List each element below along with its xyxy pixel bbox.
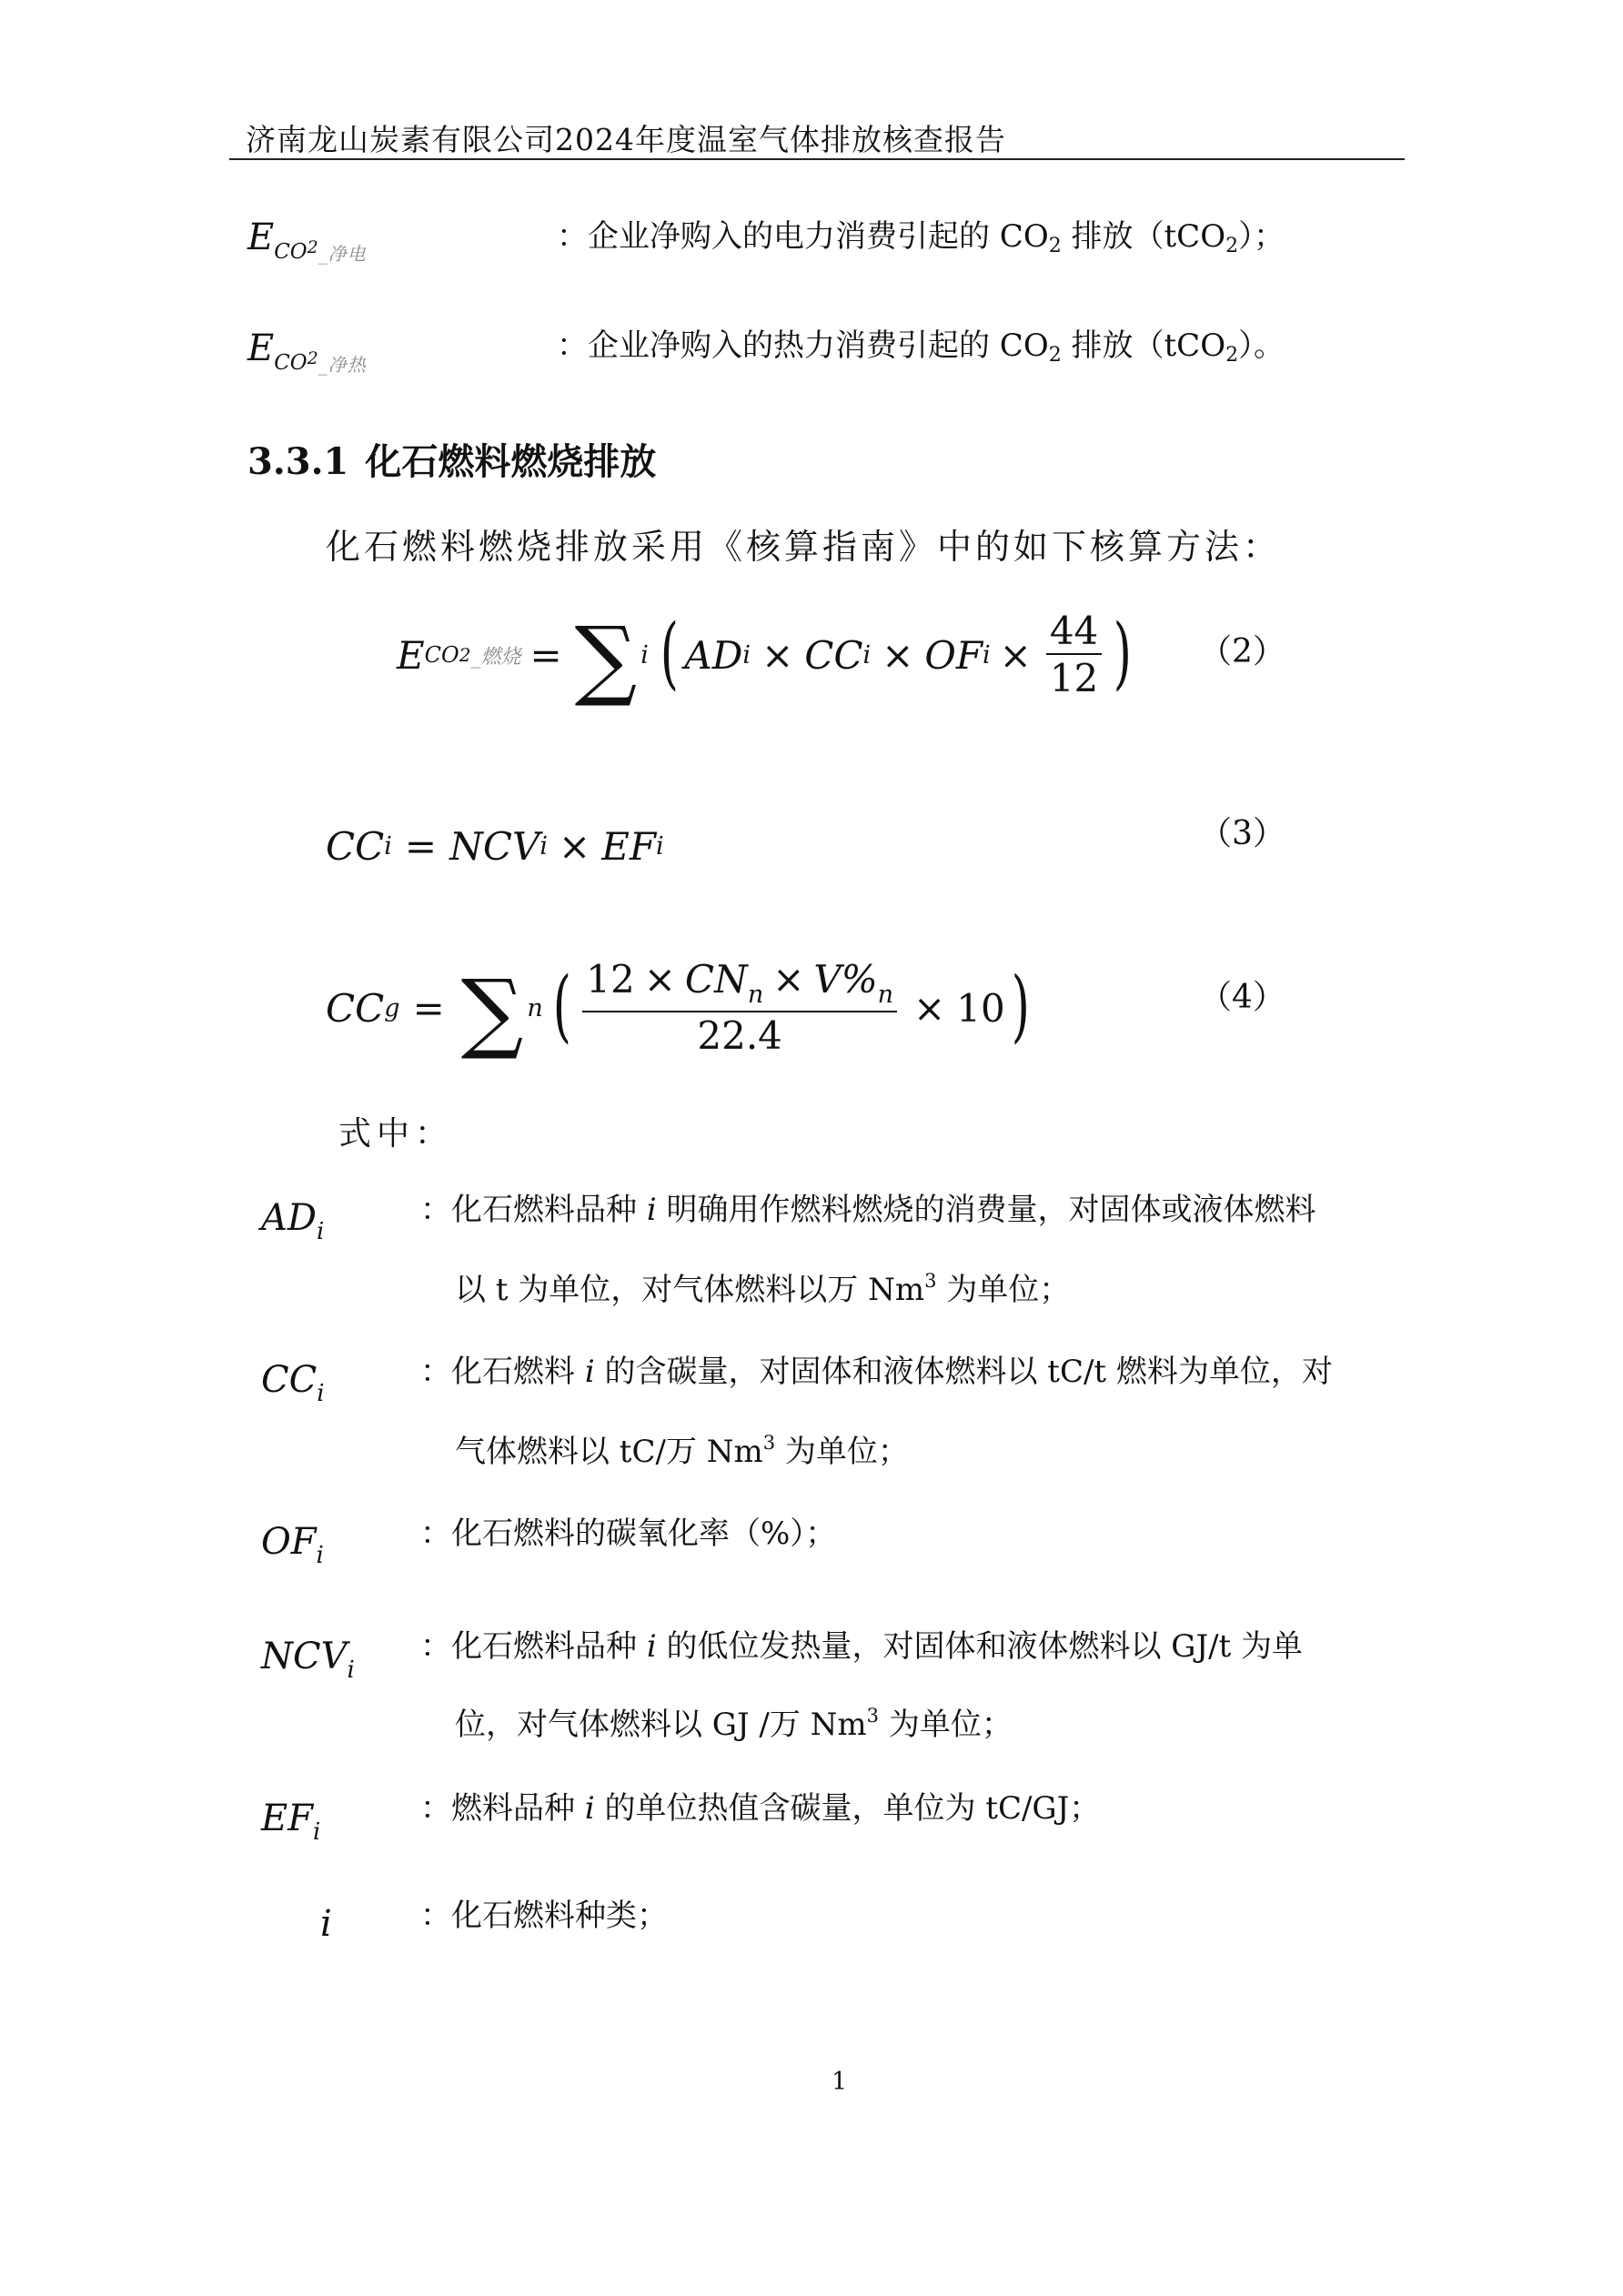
section-heading: 3.3.1 化石燃料燃烧排放 xyxy=(247,440,657,483)
definition-e-co2-net-heat: ：企业净购入的热力消费引起的 $CO_2$ 排放（tCO$_2$）。 xyxy=(557,327,1285,367)
definition-e-co2-net-electricity: ：企业净购入的电力消费引起的 $CO_2$ 排放（tCO$_2$）； xyxy=(557,218,1285,257)
symbol-e-co2-net-heat: $E_{CO}2_{\_净热}$ xyxy=(247,327,367,376)
symbol-ncv-i: $NCV_i$ xyxy=(261,1636,355,1684)
intro-paragraph: 化石燃料燃烧排放采用《核算指南》中的如下核算方法： xyxy=(326,527,1282,567)
symbol-ad-i: $AD_i$ xyxy=(261,1197,325,1245)
page-header-title: 济南龙山炭素有限公司2024年度温室气体排放核查报告 xyxy=(246,122,1006,157)
equation-2-number: （2） xyxy=(1199,633,1285,670)
definition-ef-i-line1: ：燃料品种 i 的单位热值含碳量，单位为 tC/GJ； xyxy=(420,1790,1101,1827)
equation-4: CC g = ∑ n ( $\frac{12 \times CN_n \times V\%_n}{22.4}$ × 10 ) xyxy=(326,957,1030,1062)
definition-cc-i-line2: 气体燃料以 tC/万 Nm$^3$ 为单位； xyxy=(455,1432,909,1470)
definition-cc-i-line1: ：化石燃料 i 的含碳量，对固体和液体燃料以 tC/t 燃料为单位，对 xyxy=(420,1354,1333,1390)
symbol-i: i xyxy=(320,1903,332,1945)
definition-i-line1: ：化石燃料种类； xyxy=(420,1898,668,1934)
where-label: 式中： xyxy=(338,1115,454,1153)
header-rule xyxy=(229,158,1405,160)
equation-4-number: （4） xyxy=(1199,979,1285,1016)
page-number: 1 xyxy=(832,2068,848,2096)
equation-3-number: （3） xyxy=(1199,815,1285,852)
symbol-of-i: $OF_i$ xyxy=(261,1521,324,1569)
definition-ad-i-line1: ：化石燃料品种 i 明确用作燃料燃烧的消费量，对固体或液体燃料 xyxy=(420,1192,1316,1228)
definition-ncv-i-line2: 位，对气体燃料以 GJ /万 Nm$^3$ 为单位； xyxy=(455,1705,1013,1743)
symbol-cc-i: $CC_i$ xyxy=(261,1359,325,1407)
equation-3: CC i = NCV i × EF i xyxy=(326,823,664,869)
definition-of-i-line1: ：化石燃料的碳氧化率（%）； xyxy=(420,1516,837,1552)
equation-2: E CO 2 _燃烧 = ∑ i ( AD i × CC i × OF i × $\frac{44}{12}$ ) xyxy=(397,608,1133,710)
definition-ad-i-line2: 以 t 为单位，对气体燃料以万 Nm$^3$ 为单位； xyxy=(455,1270,1071,1308)
definition-ncv-i-line1: ：化石燃料品种 i 的低位发热量，对固体和液体燃料以 GJ/t 为单 xyxy=(420,1628,1304,1665)
symbol-ef-i: $EF_i$ xyxy=(261,1798,321,1846)
symbol-e-co2-net-electricity: $E_{CO}2_{\_净电}$ xyxy=(247,217,367,265)
